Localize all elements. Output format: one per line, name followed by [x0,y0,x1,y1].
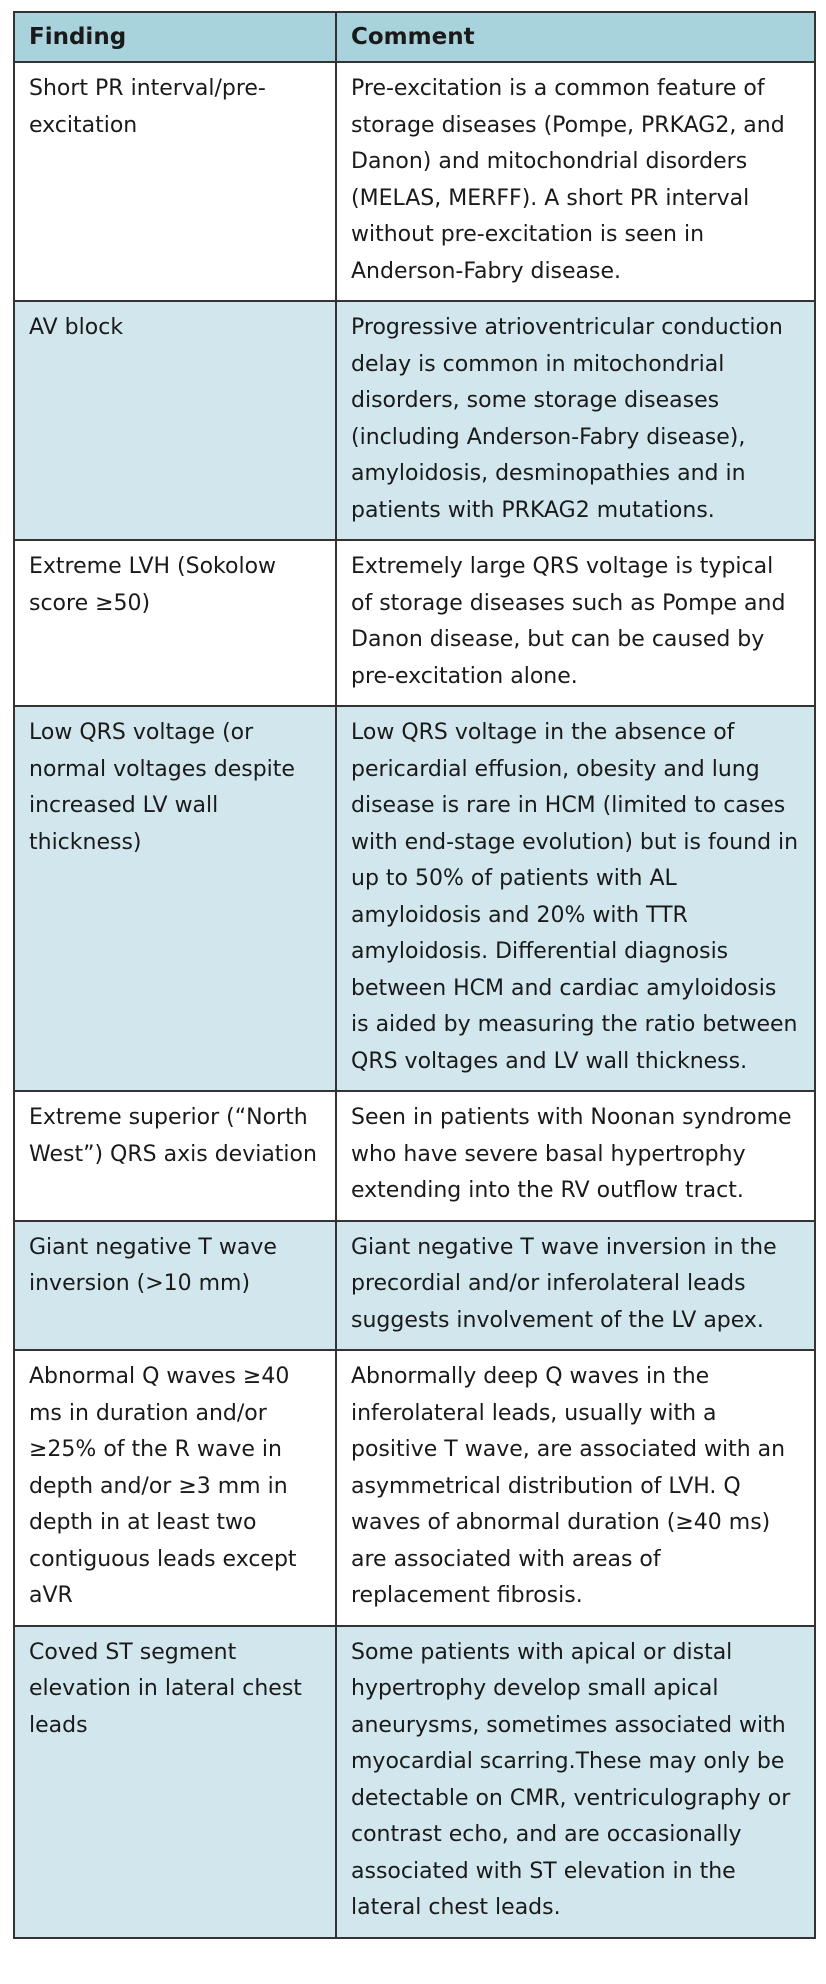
table-row [14,1091,815,1221]
table-row [14,706,815,1091]
finding-cell: Low QRS voltage (or normal voltages despite increased LV wall thickness) [14,706,336,1091]
table-row [14,62,815,301]
comment-cell: Abnormally deep Q waves in the inferolateral leads, usually with a positive T wave, are associated with an asymmetrical distribution of LVH. Q waves of abnormal duration (≥40 ms) are associated with areas of replacement fibrosis. [336,1350,815,1626]
comment-cell: Some patients with apical or distal hypertrophy develop small apical aneurysms, sometimes associated with myocardial scarring.These may only be detectable on CMR, ventriculography or contrast echo, and are occasionally associated with ST elevation in the lateral chest leads. [336,1626,815,1938]
comment-cell: Progressive atrioventricular conduction delay is common in mitochondrial disorders, some storage diseases (including Anderson-Fabry disease), amyloidosis, desminopathies and in patients with PRKAG2 mutations. [336,301,815,540]
table-row [14,301,815,540]
finding-cell: Extreme superior (“North West”) QRS axis deviation [14,1091,336,1221]
header-comment: Comment [336,12,815,62]
comment-cell: Low QRS voltage in the absence of pericardial effusion, obesity and lung disease is rare in HCM (limited to cases with end-stage evolution) but is found in up to 50% of patients with AL amyloidosis and 20% with TTR amyloidosis. Differential diagnosis between HCM and cardiac amyloidosis is aided by measuring the ratio between QRS voltages and LV wall thickness. [336,706,815,1091]
finding-cell: Extreme LVH (Sokolow score ≥50) [14,540,336,706]
finding-cell: Short PR interval/pre-excitation [14,62,336,301]
finding-cell: AV block [14,301,336,540]
comment-cell: Extremely large QRS voltage is typical of storage diseases such as Pompe and Danon disease, but can be caused by pre-excitation alone. [336,540,815,706]
table-header-row [14,12,815,62]
comment-cell: Seen in patients with Noonan syndrome who have severe basal hypertrophy extending into the RV outflow tract. [336,1091,815,1221]
findings-table-container [13,11,814,1939]
ecg-findings-table [13,11,816,1939]
table-row [14,1221,815,1351]
header-finding: Finding [14,12,336,62]
comment-cell: Giant negative T wave inversion in the precordial and/or inferolateral leads suggests involvement of the LV apex. [336,1221,815,1351]
table-row [14,1350,815,1626]
finding-cell: Giant negative T wave inversion (>10 mm) [14,1221,336,1351]
table-row [14,540,815,706]
table-row [14,1626,815,1938]
comment-cell: Pre-excitation is a common feature of storage diseases (Pompe, PRKAG2, and Danon) and mitochondrial disorders (MELAS, MERFF). A short PR interval without pre-excitation is seen in Anderson-Fabry disease. [336,62,815,301]
finding-cell: Coved ST segment elevation in lateral chest leads [14,1626,336,1938]
finding-cell: Abnormal Q waves ≥40 ms in duration and/or ≥25% of the R wave in depth and/or ≥3 mm in depth in at least two contiguous leads except aVR [14,1350,336,1626]
